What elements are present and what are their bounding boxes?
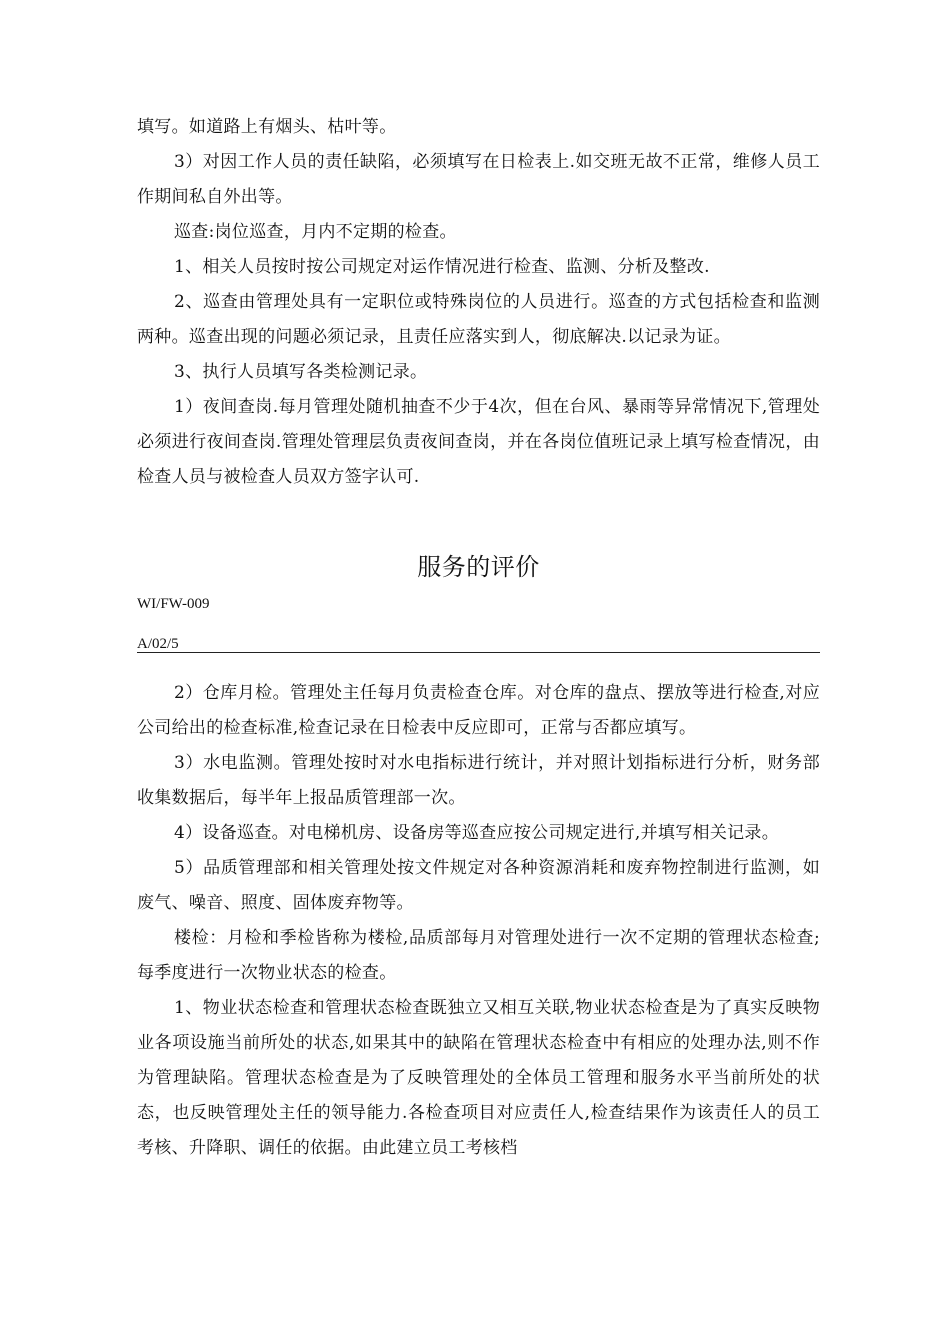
document-revision: A/02/5 xyxy=(137,636,179,652)
paragraph: 1）夜间查岗.每月管理处随机抽查不少于4次，但在台风、暴雨等异常情况下,管理处必须进行夜间查岗.管理处管理层负责夜间查岗，并在各岗位值班记录上填写检查情况，由检查人员与被检查人员双方签字认可. xyxy=(137,397,820,487)
document-title: 服务的评价 xyxy=(417,553,540,581)
paragraph: 3）对因工作人员的责任缺陷，必须填写在日检表上.如交班无故不正常，维修人员工作期间私自外出等。 xyxy=(137,152,820,207)
paragraph: 2）仓库月检。管理处主任每月负责检查仓库。对仓库的盘点、摆放等进行检查,对应公司给出的检查标准,检查记录在日检表中反应即可，正常与否都应填写。 xyxy=(137,683,820,738)
paragraph: 5）品质管理部和相关管理处按文件规定对各种资源消耗和废弃物控制进行监测，如废气、噪音、照度、固体废弃物等。 xyxy=(137,858,820,913)
paragraph: 1、物业状态检查和管理状态检查既独立又相互关联,物业状态检查是为了真实反映物业各项设施当前所处的状态,如果其中的缺陷在管理状态检查中有相应的处理办法,则不作为管理缺陷。管理状态检查是为了反映管理处的全体员工管理和服务水平当前所处的状态，也反映管理处主任的领导能力.各检查项目对应责任人,检查结果作为该责任人的员工考核、升降职、调任的依据。由此建立员工考核档 xyxy=(137,998,820,1158)
bottom-text-block xyxy=(137,676,820,1166)
paragraph: 3、执行人员填写各类检测记录。 xyxy=(174,362,428,382)
paragraph: 2、巡查由管理处具有一定职位或特殊岗位的人员进行。巡查的方式包括检查和监测两种。巡查出现的问题必须记录，且责任应落实到人，彻底解决.以记录为证。 xyxy=(137,292,820,347)
header-divider xyxy=(137,652,820,653)
paragraph: 4）设备巡查。对电梯机房、设备房等巡查应按公司规定进行,并填写相关记录。 xyxy=(174,823,780,843)
document-code: WI/FW-009 xyxy=(137,596,210,612)
paragraph: 巡查:岗位巡查，月内不定期的检查。 xyxy=(174,222,457,242)
paragraph: 楼检：月检和季检皆称为楼检,品质部每月对管理处进行一次不定期的管理状态检查;每季度进行一次物业状态的检查。 xyxy=(137,928,820,983)
paragraph: 1、相关人员按时按公司规定对运作情况进行检查、监测、分析及整改. xyxy=(174,257,710,277)
paragraph: 3）水电监测。管理处按时对水电指标进行统计，并对照计划指标进行分析，财务部收集数据后，每半年上报品质管理部一次。 xyxy=(137,753,820,808)
paragraph: 填写。如道路上有烟头、枯叶等。 xyxy=(137,117,397,137)
top-text-block xyxy=(137,110,820,495)
